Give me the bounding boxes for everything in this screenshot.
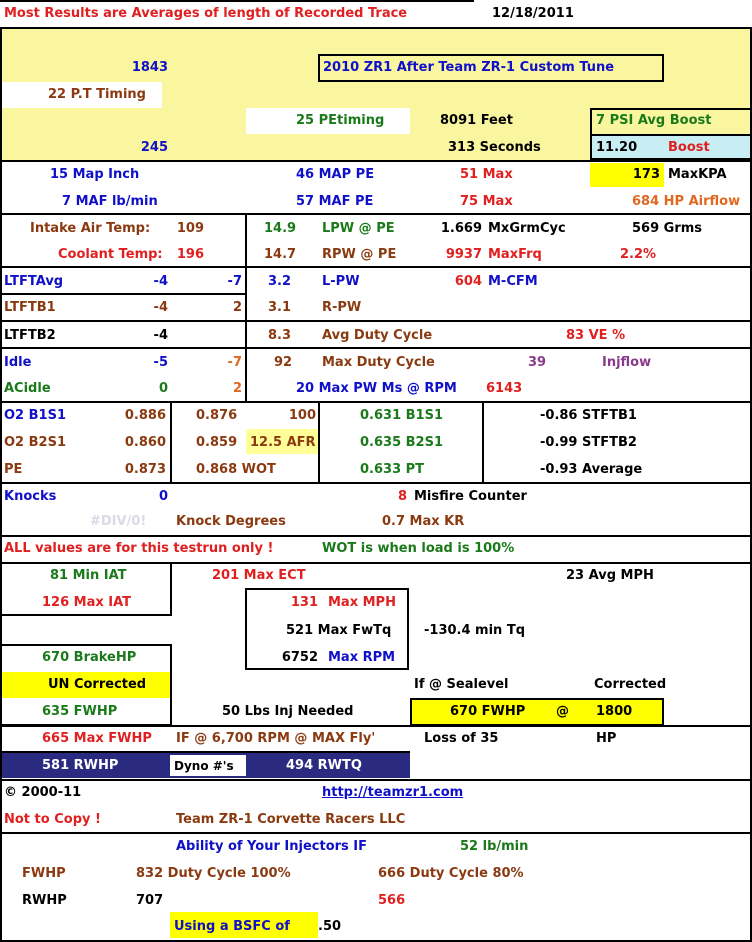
divider: [318, 401, 320, 483]
pct-value: 2.2%: [620, 247, 657, 262]
maxkpa-label: MaxKPA: [668, 167, 727, 182]
knock-degrees: Knock Degrees: [176, 514, 286, 529]
copyright: © 2000-11: [4, 785, 82, 800]
divider: [482, 401, 484, 483]
map-pe: 46 MAP PE: [296, 167, 375, 182]
dyno-label: Dyno #'s: [174, 759, 234, 773]
map-max: 51 Max: [460, 167, 513, 182]
divider: [590, 134, 752, 136]
divider: [0, 347, 752, 349]
avg-duty-label: Avg Duty Cycle: [322, 328, 433, 343]
company-name: Team ZR-1 Corvette Racers LLC: [176, 812, 406, 827]
lpw-value: 14.9: [264, 221, 297, 236]
map-inch: 15 Map Inch: [50, 167, 140, 182]
ability-injectors: Ability of Your Injectors IF: [176, 839, 368, 854]
divider: [0, 28, 2, 942]
rpw-avg: 3.1: [268, 300, 292, 315]
maxkpa-value: 173: [632, 167, 660, 182]
divider: [0, 535, 752, 537]
brake-hp: 670 BrakeHP: [42, 650, 137, 665]
uncorrected-label: UN Corrected: [48, 677, 147, 692]
bsfc-label: Using a BSFC of: [174, 919, 290, 934]
lbs-inj-needed: 50 Lbs Inj Needed: [222, 704, 354, 719]
ltftb2-label: LTFTB2: [4, 328, 56, 343]
max-iat: 126 Max IAT: [42, 595, 132, 610]
team-url-link[interactable]: http://teamzr1.com: [322, 785, 464, 800]
avg-mph: 23 Avg MPH: [566, 568, 654, 583]
divider: [0, 213, 752, 215]
seconds: 313 Seconds: [448, 140, 541, 155]
o2-b1s1-b: 0.876: [196, 408, 238, 423]
ltftavg-a: -4: [153, 274, 168, 289]
hp-airflow: 684 HP Airflow: [632, 194, 741, 209]
max-mph-value: 131: [290, 595, 318, 610]
maxfrq-value: 9937: [445, 247, 482, 262]
rpw-label: RPW @ PE: [322, 247, 397, 262]
divider: [0, 266, 752, 268]
max-duty-value: 92: [274, 355, 293, 370]
rwhp: 581 RWHP: [42, 758, 119, 773]
ltftb1-label: LTFTB1: [4, 300, 56, 315]
max-mph-label: Max MPH: [328, 595, 396, 610]
divider: [0, 751, 410, 753]
ltftb1-a: -4: [153, 300, 168, 315]
o2-b1s1-a: 0.886: [124, 408, 166, 423]
max-pw-rpm: 6143: [486, 381, 523, 396]
altitude-corr: 1800: [596, 704, 633, 719]
min-iat: 81 Min IAT: [50, 568, 127, 583]
divider: [245, 213, 247, 267]
lb-min: 52 lb/min: [460, 839, 529, 854]
pe-label: PE: [4, 462, 23, 477]
max-rpm-label: Max RPM: [328, 650, 396, 665]
o2-b2s1-d: 0.635 B2S1: [360, 435, 444, 450]
acidle-label: ACidle: [4, 381, 51, 396]
mcfm-value: 604: [454, 274, 482, 289]
maf-lb-min: 7 MAF lb/min: [62, 194, 158, 209]
bsfc-value: .50: [318, 919, 342, 934]
max-ect: 201 Max ECT: [212, 568, 306, 583]
ve-percent: 83 VE %: [566, 328, 626, 343]
loss-of: Loss of 35: [424, 731, 499, 746]
divider: [245, 266, 247, 402]
divider: [0, 160, 752, 162]
acidle-a: 0: [158, 381, 168, 396]
knocks-value: 0: [158, 489, 168, 504]
if-rpm-note: IF @ 6,700 RPM @ MAX Fly': [176, 731, 376, 746]
fwhp: 635 FWHP: [42, 704, 118, 719]
max-kr: 0.7 Max KR: [382, 514, 465, 529]
divider: [0, 320, 752, 322]
coolant-temp-value: 196: [176, 247, 204, 262]
div0-error: #DIV/0!: [90, 514, 147, 529]
stftb2: -0.99 STFTB2: [540, 435, 637, 450]
ltftb2-a: -4: [153, 328, 168, 343]
stft-average: -0.93 Average: [540, 462, 643, 477]
all-values-note: ALL values are for this testrun only !: [4, 541, 274, 556]
o2-b2s1-label: O2 B2S1: [4, 435, 66, 450]
avg-duty-value: 8.3: [268, 328, 292, 343]
afr-value: 12.5 AFR: [250, 435, 316, 450]
divider: [0, 482, 752, 484]
injflow-label: Injflow: [602, 355, 652, 370]
lpw-avg: 3.2: [268, 274, 292, 289]
divider: [0, 401, 752, 403]
pe-wot: 0.868 WOT: [196, 462, 276, 477]
fwhp-duty-100: 832 Duty Cycle 100%: [136, 866, 291, 881]
lpw-label: LPW @ PE: [322, 221, 395, 236]
wot-note: WOT is when load is 100%: [322, 541, 515, 556]
stftb1: -0.86 STFTB1: [540, 408, 637, 423]
maf-pe: 57 MAF PE: [296, 194, 374, 209]
car-title: 2010 ZR1 After Team ZR-1 Custom Tune: [323, 60, 615, 75]
divider: [0, 27, 752, 29]
pe-timing: 25 PEtiming: [296, 113, 385, 128]
pe-a: 0.873: [124, 462, 166, 477]
injflow-value: 39: [528, 355, 547, 370]
if-sealevel: If @ Sealevel: [414, 677, 509, 692]
misfire-label: Misfire Counter: [414, 489, 527, 504]
hp-label: HP: [596, 731, 617, 746]
max-duty-label: Max Duty Cycle: [322, 355, 435, 370]
val-245: 245: [140, 140, 168, 155]
mcfm-label: M-CFM: [488, 274, 538, 289]
ltftavg-b: -7: [227, 274, 242, 289]
divider: [0, 779, 752, 781]
boost-label: Boost: [668, 140, 710, 155]
fwhp-duty-80: 666 Duty Cycle 80%: [378, 866, 524, 881]
rpw-value: 14.7: [264, 247, 297, 262]
idle-label: Idle: [4, 355, 32, 370]
not-to-copy: Not to Copy !: [4, 812, 101, 827]
pt-value: 0.633 PT: [360, 462, 425, 477]
mxgrmcyc-value: 1.669: [440, 221, 482, 236]
rpm-value: 1843: [131, 60, 168, 75]
max-rpm-value: 6752: [281, 650, 318, 665]
coolant-temp-label: Coolant Temp:: [58, 247, 163, 262]
ltftb1-b: 2: [232, 300, 242, 315]
rwhp-label: RWHP: [22, 893, 67, 908]
fwhp-label: FWHP: [22, 866, 66, 881]
grms: 569 Grms: [632, 221, 703, 236]
intake-air-temp-label: Intake Air Temp:: [30, 221, 151, 236]
knocks-label: Knocks: [4, 489, 57, 504]
divider: [0, 832, 752, 834]
intake-air-temp-value: 109: [176, 221, 204, 236]
o2-b1s1-d: 0.631 B1S1: [360, 408, 444, 423]
o2-b1s1-label: O2 B1S1: [4, 408, 66, 423]
maf-max: 75 Max: [460, 194, 513, 209]
divider: [0, 725, 752, 727]
idle-a: -5: [153, 355, 168, 370]
header-date: 12/18/2011: [492, 6, 574, 21]
maxfrq-label: MaxFrq: [488, 247, 542, 262]
mxgrmcyc-label: MxGrmCyc: [488, 221, 566, 236]
header-rule: [0, 0, 474, 2]
rwtq: 494 RWTQ: [286, 758, 362, 773]
pt-timing: 22 P.T Timing: [48, 87, 146, 102]
lpw-avg-label: L-PW: [322, 274, 360, 289]
rpw-avg-label: R-PW: [322, 300, 362, 315]
o2-b1s1-c: 100: [288, 408, 316, 423]
max-pw-label: 20 Max PW Ms @ RPM: [296, 381, 457, 396]
o2-b2s1-b: 0.859: [196, 435, 238, 450]
max-fwtq: 521 Max FwTq: [286, 623, 392, 638]
header-title: Most Results are Averages of length of Recorded Trace: [4, 6, 408, 21]
acidle-b: 2: [232, 381, 242, 396]
o2-b2s1-a: 0.860: [124, 435, 166, 450]
boost-value: 11.20: [596, 140, 638, 155]
divider: [0, 293, 246, 295]
divider: [170, 401, 172, 483]
min-tq: -130.4 min Tq: [424, 623, 525, 638]
idle-b: -7: [227, 355, 242, 370]
corrected-label: Corrected: [594, 677, 667, 692]
psi-avg-boost: 7 PSI Avg Boost: [596, 113, 712, 128]
max-fwhp: 665 Max FWHP: [42, 731, 152, 746]
ltftavg-label: LTFTAvg: [4, 274, 64, 289]
fwhp-corrected: 670 FWHP: [450, 704, 526, 719]
rwhp-duty-100: 707: [136, 893, 164, 908]
altitude-feet: 8091 Feet: [440, 113, 513, 128]
rwhp-duty-80: 566: [378, 893, 406, 908]
at-sign: @: [556, 704, 569, 719]
misfire-value: 8: [398, 489, 408, 504]
